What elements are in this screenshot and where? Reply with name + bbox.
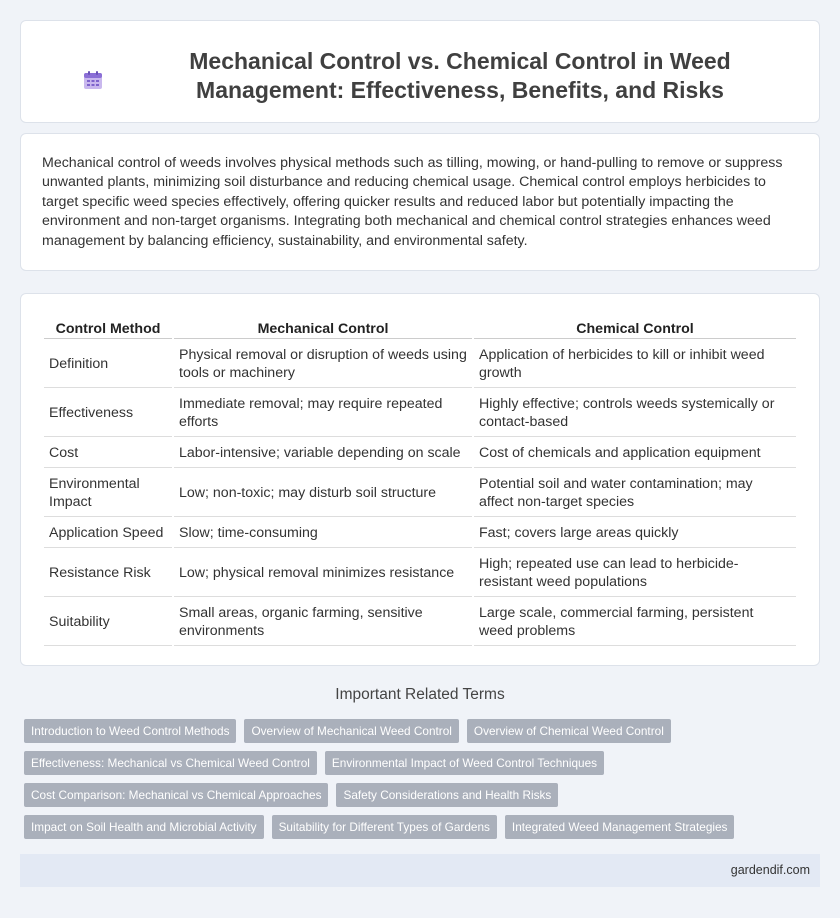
tag-row [24, 815, 824, 839]
table-row [44, 439, 796, 468]
related-terms-heading: Important Related Terms [335, 686, 505, 703]
footer-site-link[interactable]: gardendif.com [730, 863, 810, 877]
related-term-tag[interactable]: Integrated Weed Management Strategies [505, 815, 735, 839]
table-cell: Large scale, commercial farming, persistent weed problems [474, 599, 796, 646]
table-cell: Suitability [44, 599, 172, 646]
related-term-tag[interactable]: Impact on Soil Health and Microbial Activity [24, 815, 264, 839]
table-row [44, 470, 796, 517]
intro-paragraph: Mechanical control of weeds involves physical methods such as tilling, mowing, or hand-pulling to remove or suppress unwanted plants, minimizing soil disturbance and reducing chemical usage. Chemical control employs herbicides to target specific weed species effectively, offering quicker results and reduced labor but potentially impacting the environment and non-target organisms. Integrating both mechanical and chemical control strategies enhances weed management by balancing efficiency, sustainability, and environmental safety. [42, 155, 783, 249]
table-cell: Low; non-toxic; may disturb soil structure [174, 470, 472, 517]
table-cell: Application Speed [44, 519, 172, 548]
column-header: Mechanical Control [174, 317, 472, 339]
title-card [20, 20, 820, 123]
table-cell: Immediate removal; may require repeated efforts [174, 390, 472, 437]
table-cell: Cost [44, 439, 172, 468]
table-cell: Physical removal or disruption of weeds using tools or machinery [174, 341, 472, 388]
table-cell: Fast; covers large areas quickly [474, 519, 796, 548]
tag-row [24, 751, 824, 775]
tag-row [24, 783, 824, 807]
table-cell: Resistance Risk [44, 550, 172, 597]
comparison-table [42, 315, 798, 648]
table-cell: Application of herbicides to kill or inhibit weed growth [474, 341, 796, 388]
table-cell: Slow; time-consuming [174, 519, 472, 548]
table-row [44, 550, 796, 597]
related-term-tag[interactable]: Safety Considerations and Health Risks [336, 783, 558, 807]
tag-row [24, 719, 824, 743]
calendar-icon [83, 70, 103, 90]
table-cell: Highly effective; controls weeds systemically or contact-based [474, 390, 796, 437]
column-header: Chemical Control [474, 317, 796, 339]
table-cell: Small areas, organic farming, sensitive environments [174, 599, 472, 646]
related-terms-list [24, 719, 824, 847]
related-term-tag[interactable]: Introduction to Weed Control Methods [24, 719, 236, 743]
table-row [44, 519, 796, 548]
table-cell: Labor-intensive; variable depending on scale [174, 439, 472, 468]
table-row [44, 390, 796, 437]
related-term-tag[interactable]: Overview of Mechanical Weed Control [244, 719, 458, 743]
table-cell: Definition [44, 341, 172, 388]
table-header-row [44, 317, 796, 339]
related-term-tag[interactable]: Effectiveness: Mechanical vs Chemical Weed Control [24, 751, 317, 775]
table-cell: Cost of chemicals and application equipment [474, 439, 796, 468]
footer [20, 854, 820, 887]
related-term-tag[interactable]: Cost Comparison: Mechanical vs Chemical Approaches [24, 783, 328, 807]
table-cell: Effectiveness [44, 390, 172, 437]
column-header: Control Method [44, 317, 172, 339]
table-row [44, 341, 796, 388]
table-cell: High; repeated use can lead to herbicide-resistant weed populations [474, 550, 796, 597]
related-term-tag[interactable]: Environmental Impact of Weed Control Techniques [325, 751, 604, 775]
related-term-tag[interactable]: Suitability for Different Types of Gardens [272, 815, 497, 839]
table-cell: Environmental Impact [44, 470, 172, 517]
table-row [44, 599, 796, 646]
related-term-tag[interactable]: Overview of Chemical Weed Control [467, 719, 671, 743]
table-cell: Low; physical removal minimizes resistance [174, 550, 472, 597]
table-cell: Potential soil and water contamination; may affect non-target species [474, 470, 796, 517]
comparison-table-card [20, 293, 820, 666]
intro-card [20, 133, 820, 271]
page-title: Mechanical Control vs. Chemical Control in Weed Management: Effectiveness, Benefits, and Risks [189, 48, 731, 103]
